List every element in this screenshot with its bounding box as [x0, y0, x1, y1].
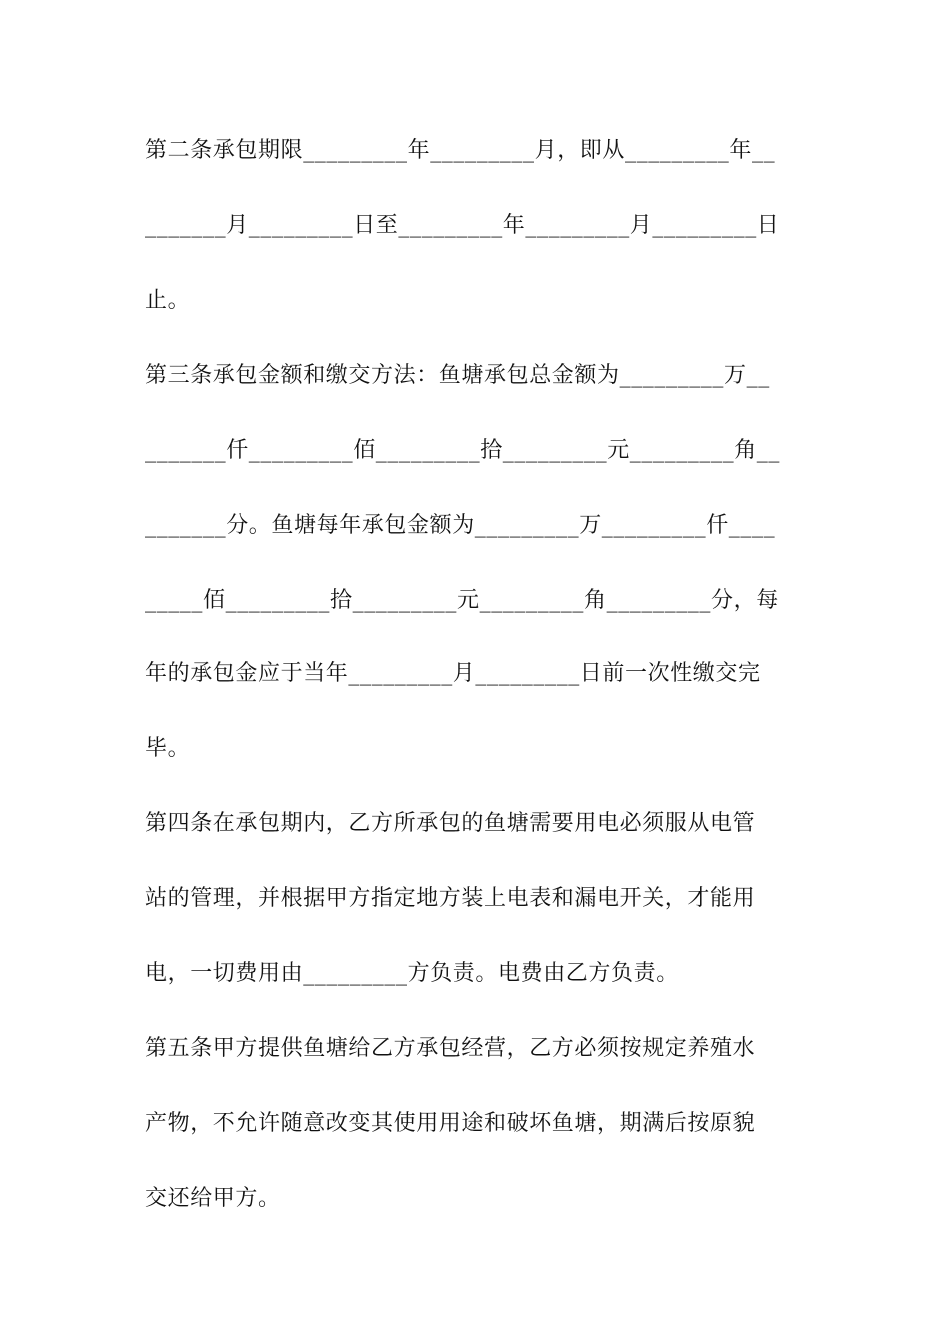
text-line: 电，一切费用由_________方负责。电费由乙方负责。 — [145, 961, 679, 986]
text-line: 交还给甲方。 — [145, 1186, 281, 1211]
text-line: 第三条承包金额和缴交方法：鱼塘承包总金额为_________万__ — [145, 363, 770, 388]
text-line: 止。 — [145, 288, 191, 313]
text-line: 第二条承包期限_________年_________月，即从_________年__ — [145, 138, 776, 163]
text-line: 第四条在承包期内，乙方所承包的鱼塘需要用电必须服从电管 — [145, 811, 756, 836]
text-line: 毕。 — [145, 736, 191, 761]
text-line: _______仟_________佰_________拾_________元_________角__ — [145, 438, 780, 463]
text-line: 站的管理，并根据甲方指定地方装上电表和漏电开关，才能用 — [145, 886, 756, 911]
text-line: 产物，不允许随意改变其使用用途和破坏鱼塘，期满后按原貌 — [145, 1111, 756, 1136]
text-line: _______月_________日至_________年_________月_________日 — [145, 213, 780, 238]
text-line: _______分。鱼塘每年承包金额为_________万_________仟____ — [145, 513, 776, 538]
text-line: _____佰_________拾_________元_________角_________分，每 — [145, 588, 779, 613]
text-line: 年的承包金应于当年_________月_________日前一次性缴交完 — [145, 661, 761, 686]
text-line: 第五条甲方提供鱼塘给乙方承包经营，乙方必须按规定养殖水 — [145, 1036, 756, 1061]
